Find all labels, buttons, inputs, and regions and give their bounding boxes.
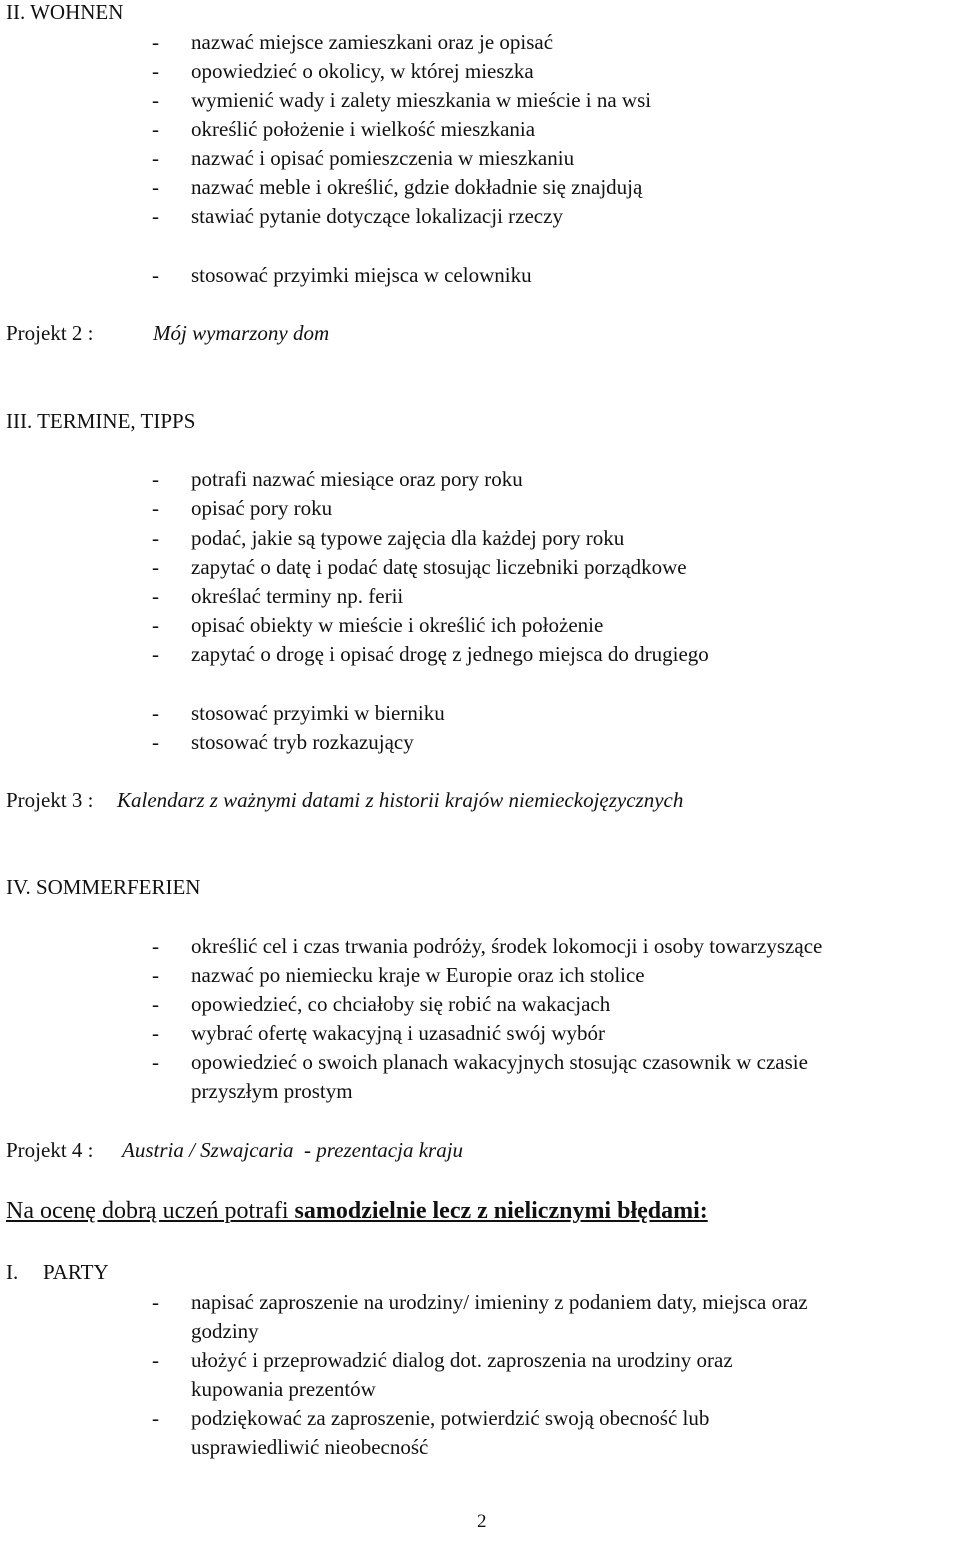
list-dash: -	[152, 204, 159, 228]
list-item: wymienić wady i zalety mieszkania w mieście i na wsi	[191, 88, 652, 112]
list-dash: -	[152, 555, 159, 579]
list-item: podziękować za zaproszenie, potwierdzić swoją obecność lub	[191, 1406, 710, 1430]
list-item: określać terminy np. ferii	[191, 584, 404, 608]
list-item: stosować przyimki miejsca w celowniku	[191, 263, 532, 287]
list-item: potrafi nazwać miesiące oraz pory roku	[191, 467, 523, 491]
list-dash: -	[152, 613, 159, 637]
list-dash: -	[152, 963, 159, 987]
list-dash: -	[152, 730, 159, 754]
list-dash: -	[152, 1050, 159, 1074]
project-label: Projekt 4 :	[6, 1138, 94, 1162]
list-item: opowiedzieć o swoich planach wakacyjnych stosując czasownik w czasie	[191, 1050, 808, 1074]
list-dash: -	[152, 701, 159, 725]
list-item-continuation: kupowania prezentów	[191, 1377, 376, 1401]
list-item: podać, jakie są typowe zajęcia dla każdej pory roku	[191, 526, 625, 550]
list-item: stosować przyimki w bierniku	[191, 701, 445, 725]
list-item: wybrać ofertę wakacyjną i uzasadnić swój wybór	[191, 1021, 606, 1045]
list-item: nazwać meble i określić, gdzie dokładnie się znajdują	[191, 175, 643, 199]
list-item: stawiać pytanie dotyczące lokalizacji rzeczy	[191, 204, 563, 228]
list-item: opowiedzieć, co chciałoby się robić na wakacjach	[191, 992, 611, 1016]
list-item-continuation: usprawiedliwić nieobecność	[191, 1435, 429, 1459]
list-dash: -	[152, 992, 159, 1016]
project-title: Mój wymarzony dom	[153, 321, 330, 345]
list-item: opisać obiekty w mieście i określić ich położenie	[191, 613, 604, 637]
section-heading-sommerferien: IV. SOMMERFERIEN	[6, 875, 201, 899]
list-item: zapytać o datę i podać datę stosując liczebniki porządkowe	[191, 555, 687, 579]
section-heading-termine: III. TERMINE, TIPPS	[6, 409, 196, 433]
section-heading-party: PARTY	[43, 1260, 109, 1284]
list-dash: -	[152, 1406, 159, 1430]
list-item: zapytać o drogę i opisać drogę z jednego miejsca do drugiego	[191, 642, 709, 666]
grade-heading	[6, 1199, 708, 1223]
project-label: Projekt 2 :	[6, 321, 94, 345]
project-title: Austria / Szwajcaria - prezentacja kraju	[122, 1138, 464, 1162]
list-dash: -	[152, 1021, 159, 1045]
list-dash: -	[152, 584, 159, 608]
list-dash: -	[152, 1348, 159, 1372]
list-dash: -	[152, 30, 159, 54]
list-item: napisać zaproszenie na urodziny/ imieniny z podaniem daty, miejsca oraz	[191, 1290, 808, 1314]
list-item: opisać pory roku	[191, 496, 333, 520]
list-item: stosować tryb rozkazujący	[191, 730, 414, 754]
project-title: Kalendarz z ważnymi datami z historii krajów niemieckojęzycznych	[117, 788, 684, 812]
list-dash: -	[152, 88, 159, 112]
grade-heading-bold: samodzielnie lecz z nielicznymi błędami:	[294, 1198, 708, 1224]
section-number-party: I.	[6, 1260, 19, 1284]
list-dash: -	[152, 263, 159, 287]
grade-heading-normal: Na ocenę dobrą uczeń potrafi	[6, 1198, 295, 1224]
list-dash: -	[152, 117, 159, 141]
list-item-continuation: godziny	[191, 1319, 259, 1343]
list-dash: -	[152, 526, 159, 550]
list-item: nazwać i opisać pomieszczenia w mieszkaniu	[191, 146, 575, 170]
list-dash: -	[152, 934, 159, 958]
project-label: Projekt 3 :	[6, 788, 94, 812]
list-dash: -	[152, 59, 159, 83]
list-item: nazwać po niemiecku kraje w Europie oraz ich stolice	[191, 963, 645, 987]
list-dash: -	[152, 175, 159, 199]
list-item: ułożyć i przeprowadzić dialog dot. zaproszenia na urodziny oraz	[191, 1348, 733, 1372]
list-item: opowiedzieć o okolicy, w której mieszka	[191, 59, 534, 83]
page-number: 2	[477, 1511, 487, 1532]
list-item: nazwać miejsce zamieszkani oraz je opisać	[191, 30, 554, 54]
list-dash: -	[152, 146, 159, 170]
list-item: określić położenie i wielkość mieszkania	[191, 117, 536, 141]
list-item-continuation: przyszłym prostym	[191, 1079, 353, 1103]
list-item: określić cel i czas trwania podróży, środek lokomocji i osoby towarzyszące	[191, 934, 823, 958]
list-dash: -	[152, 467, 159, 491]
list-dash: -	[152, 496, 159, 520]
list-dash: -	[152, 642, 159, 666]
section-heading-wohnen: II. WOHNEN	[6, 0, 124, 24]
list-dash: -	[152, 1290, 159, 1314]
